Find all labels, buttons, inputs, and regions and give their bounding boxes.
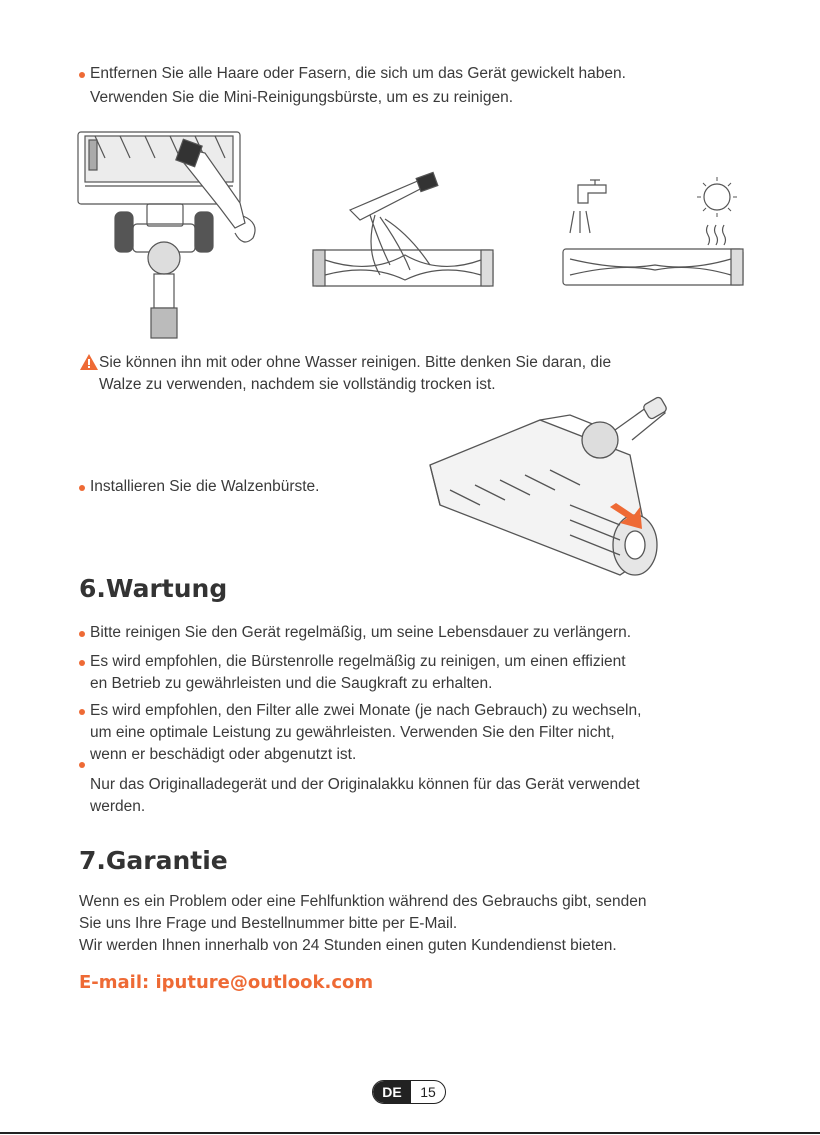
wartung-item-4-line-1: Nur das Originalladegerät und der Originalakku können für das Gerät verwendet <box>90 776 640 793</box>
wartung-item-1-line-1: Bitte reinigen Sie den Gerät regelmäßig, um seine Lebensdauer zu verlängern. <box>90 624 632 641</box>
wartung-item-2-line-2: en Betrieb zu gewährleisten und die Saugkraft zu erhalten. <box>90 675 493 692</box>
wartung-item-3-line-2: um eine optimale Leistung zu gewährleisten. Verwenden Sie den Filter nicht, <box>90 724 615 741</box>
section-heading-garantie: 7.Garantie <box>79 846 228 875</box>
wartung-item-4-line-2: werden. <box>90 798 146 815</box>
bullet-icon <box>79 660 85 666</box>
bottom-rule <box>0 1132 820 1134</box>
garantie-line-3: Wir werden Ihnen innerhalb von 24 Stunden einen guten Kundendienst bieten. <box>79 937 617 954</box>
roller-with-hair-illustration <box>310 175 510 285</box>
bullet-icon <box>79 631 85 637</box>
bullet-icon <box>79 72 85 78</box>
bullet-icon <box>79 485 85 491</box>
intro-line-2: Verwenden Sie die Mini-Reinigungsbürste, um es zu reinigen. <box>90 89 514 106</box>
wartung-item-2-line-1: Es wird empfohlen, die Bürstenrolle regelmäßig zu reinigen, um einen effizient <box>90 653 626 670</box>
page-badge <box>372 1080 446 1104</box>
garantie-line-1: Wenn es ein Problem oder eine Fehlfunktion während des Gebrauchs gibt, senden <box>79 893 647 910</box>
bullet-icon <box>79 762 85 768</box>
page-number: 15 <box>420 1084 436 1100</box>
section-heading-wartung: 6.Wartung <box>79 574 228 603</box>
warning-line-2: Walze zu verwenden, nachdem sie vollständig trocken ist. <box>99 376 496 393</box>
warning-line-1: Sie können ihn mit oder ohne Wasser reinigen. Bitte denken Sie daran, die <box>99 354 612 371</box>
roller-wash-dry-illustration <box>560 175 750 295</box>
warning-triangle-icon <box>80 354 98 370</box>
install-text: Installieren Sie die Walzenbürste. <box>90 478 320 495</box>
contact-email-link[interactable]: E-mail: iputure@outlook.com <box>79 972 374 993</box>
install-roller-illustration <box>420 395 670 585</box>
brush-head-top-view-illustration <box>75 128 275 343</box>
wartung-item-3-line-1: Es wird empfohlen, den Filter alle zwei Monate (je nach Gebrauch) zu wechseln, <box>90 702 642 719</box>
wartung-item-3-line-3: wenn er beschädigt oder abgenutzt ist. <box>90 746 357 763</box>
intro-line-1: Entfernen Sie alle Haare oder Fasern, die sich um das Gerät gewickelt haben. <box>90 65 626 82</box>
garantie-line-2: Sie uns Ihre Frage und Bestellnummer bitte per E-Mail. <box>79 915 458 932</box>
language-label: DE <box>373 1081 411 1103</box>
bullet-icon <box>79 709 85 715</box>
